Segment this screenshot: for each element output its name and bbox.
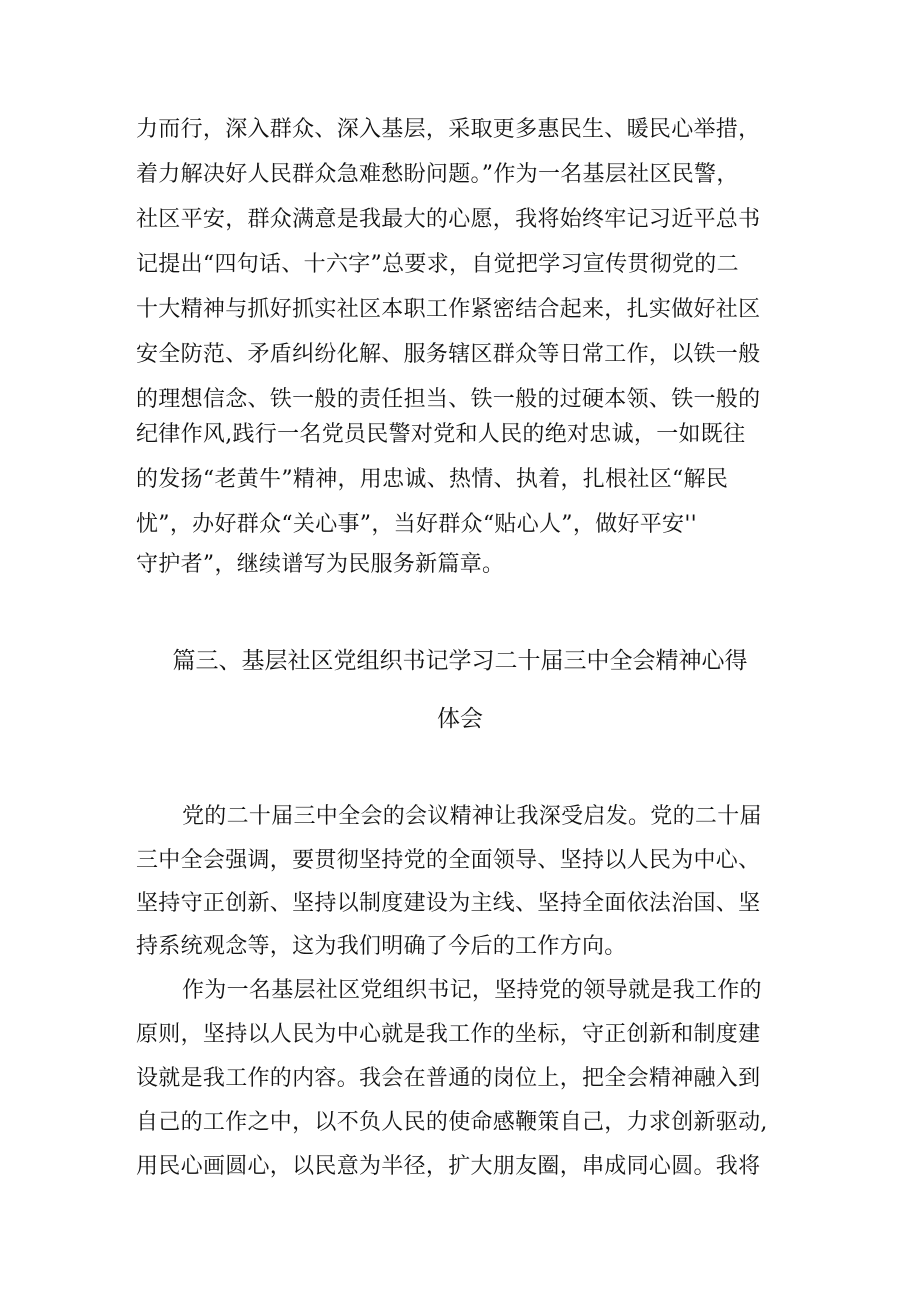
text-line: 三中全会强调，要贯彻坚持党的全面领导、坚持以人民为中心、 — [136, 848, 761, 873]
text-line: 纪律作风,践行一名党员民警对党和人民的绝对忠诚，一如既往 — [136, 422, 746, 447]
section-heading-line-1: 篇三、基层社区党组织书记学习二十届三中全会精神心得 — [172, 648, 748, 674]
text-line: 十大精神与抓好抓实社区本职工作紧密结合起来，扎实做好社区 — [136, 297, 761, 322]
text-line: 安全防范、矛盾纠纷化解、服务辖区群众等日常工作，以铁一般 — [136, 342, 761, 367]
section-heading-line-2: 体会 — [437, 706, 483, 732]
text-line: 的理想信念、铁一般的责任担当、铁一般的过硬本领、铁一般的 — [136, 387, 761, 412]
text-line: 党的二十届三中全会的会议精神让我深受启发。党的二十届 — [182, 804, 762, 829]
text-line: 守护者”，继续谱写为民服务新篇章。 — [136, 552, 505, 577]
text-line: 记提出“四句话、十六字”总要求，自觉把学习宣传贯彻党的二 — [136, 252, 739, 277]
text-line: 着力解决好人民群众急难愁盼问题。”作为一名基层社区民警， — [136, 162, 739, 187]
text-line: 坚持守正创新、坚持以制度建设为主线、坚持全面依法治国、坚 — [136, 891, 761, 916]
text-line: 忧”，办好群众“关心事”，当好群众“贴心人”，做好平安'' — [136, 512, 698, 537]
text-line: 社区平安，群众满意是我最大的心愿，我将始终牢记习近平总书 — [136, 207, 761, 232]
text-line: 的发扬“老黄牛”精神，用忠诚、热情、执着，扎根社区“解民 — [136, 467, 729, 492]
text-line: 原则，坚持以人民为中心就是我工作的坐标，守正创新和制度建 — [136, 1022, 761, 1047]
text-line: 设就是我工作的内容。我会在普通的岗位上，把全会精神融入到 — [136, 1066, 761, 1091]
text-line: 作为一名基层社区党组织书记，坚持党的领导就是我工作的 — [182, 978, 762, 1003]
text-line: 用民心画圆心，以民意为半径，扩大朋友圈，串成同心圆。我将 — [136, 1154, 761, 1179]
text-line: 持系统观念等，这为我们明确了今后的工作方向。 — [136, 934, 627, 959]
text-line: 自己的工作之中，以不负人民的使命感鞭策自己，力求创新驱动, — [136, 1110, 768, 1135]
text-line: 力而行，深入群众、深入基层，采取更多惠民生、暖民心举措， — [136, 117, 761, 142]
